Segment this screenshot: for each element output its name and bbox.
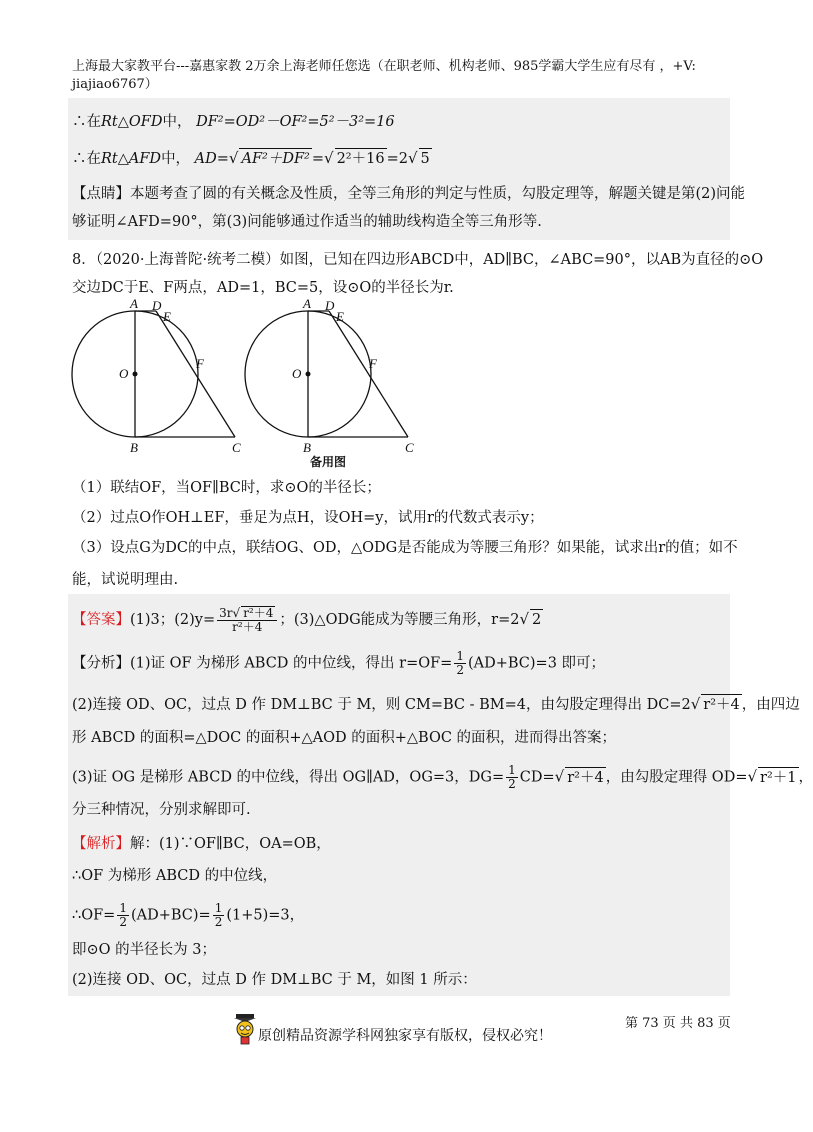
header-line-2: jiajiao6767） xyxy=(72,77,158,92)
label-c-alt: C xyxy=(405,440,414,455)
question-2: （2）过点O作OH⊥EF，垂足为点H，设OH=y，试用r的代数式表示y； xyxy=(72,510,544,526)
mascot-icon xyxy=(232,1012,258,1046)
segment-dc xyxy=(156,311,235,437)
label-e: E xyxy=(163,309,171,324)
question-3-line-2: 能，试说明理由. xyxy=(72,572,179,588)
label-d-alt: D xyxy=(325,298,335,313)
geometry-figure xyxy=(110,296,430,470)
problem-line-2: 交边DC于E、F两点，AD=1，BC=5，设⊙O的半径长为r. xyxy=(72,280,454,296)
analysis-line-5: 分三种情况，分别求解即可. xyxy=(72,802,251,818)
center-point-o-alt xyxy=(306,372,311,377)
analysis-tag: 【分析】 xyxy=(72,655,130,672)
answer-line: 【答案】(1)3；(2)y= $\frac{\text{3r√ r²＋4}}{\text{r²＋4}}$ ；(3)△ODG能成为等腰三角形，r=2√ 2 xyxy=(72,606,542,634)
half-fraction-2: $\frac{1}{2}$ xyxy=(508,763,516,791)
comment-line-2: 够证明∠AFD=90°，第(3)问能够通过作适当的辅助线构造全等三角形等. xyxy=(72,214,542,230)
answer-tag: 【答案】 xyxy=(72,612,130,628)
label-o-alt: O xyxy=(292,366,302,381)
figure-caption: 备用图 xyxy=(310,455,347,469)
half-fraction-4: $\frac{1}{2}$ xyxy=(214,901,223,929)
solution-line-4: 即⊙O 的半径长为 3； xyxy=(72,942,216,958)
problem-line-1: 8．（2020·上海普陀·统考二模）如图，已知在四边形ABCD中，AD∥BC，∠ABC=90°，以AB为直径的⊙O xyxy=(72,252,764,268)
label-d: D xyxy=(152,298,162,313)
solution-line-5: (2)连接 OD、OC，过点 D 作 DM⊥BC 于 M，如图 1 所示： xyxy=(72,972,477,988)
label-f: F xyxy=(196,356,204,371)
label-b-alt: B xyxy=(303,440,311,455)
half-fraction-3: $\frac{1}{2}$ xyxy=(119,901,127,929)
question-3-line-1: （3）设点G为DC的中点，联结OG、OD，△ODG是否能成为等腰三角形？如果能，试求出r的值；如不 xyxy=(72,540,738,556)
copyright-note: 原创精品资源学科网独家享有版权，侵权必究！ xyxy=(258,1028,552,1044)
label-a: A xyxy=(130,296,138,311)
page-number: 第 73 页 共 83 页 xyxy=(625,1016,731,1031)
analysis-line-4: (3)证 OG 是梯形 ABCD 的中位线，得出 OG∥AD，OG=3，DG= $\frac{1}{2}$ CD=√ r²＋4 ，由勾股定理得 OD=√ r²＋1 ， xyxy=(72,763,813,791)
header-line-1: 上海最大家教平台---嘉惠家教 2万余上海老师任您选（在职老师、机构老师、985学霸大学生应有尽有 ，+V: xyxy=(72,59,696,74)
solution-line-3: ∴OF= $\frac{1}{2}$ (AD+BC)= $\frac{1}{2}$ (1+5)=3， xyxy=(72,901,305,929)
question-1: （1）联结OF，当OF∥BC时，求⊙O的半径长； xyxy=(72,480,381,496)
analysis-line-3: 形 ABCD 的面积=△DOC 的面积+△AOD 的面积+△BOC 的面积，进而得出答案； xyxy=(72,730,617,746)
analysis-line-1: 【分析】(1)证 OF 为梯形 ABCD 的中位线，得出 r=OF= $\frac{1}{2}$ (AD+BC)=3 即可； xyxy=(72,649,606,677)
answer-fraction: $\frac{\text{3r√ r²＋4}}{\text{r²＋4}}$ xyxy=(217,606,277,634)
comment-line-1: 【点睛】本题考查了圆的有关概念及性质，全等三角形的判定与性质，勾股定理等，解题关键是第(2)问能 xyxy=(72,186,746,202)
segment-dc-alt xyxy=(329,311,408,437)
analysis-line-2: (2)连接 OD、OC，过点 D 作 DM⊥BC 于 M，则 CM=BC - BM=4，由勾股定理得出 DC=2√ r²＋4 ，由四边 xyxy=(72,695,800,713)
figure-main xyxy=(72,311,235,437)
solution-tag: 【解析】 xyxy=(72,836,130,852)
label-b: B xyxy=(130,440,138,455)
half-fraction: $\frac{1}{2}$ xyxy=(456,649,464,677)
prev-line-1: ∴在Rt△OFD中， DF²=OD²－OF²=5²－3²=16 xyxy=(72,114,395,130)
label-c: C xyxy=(232,440,241,455)
label-a-alt: A xyxy=(303,296,311,311)
prev-line-2: ∴在Rt△AFD中， AD=√ AF²＋DF² =√ 2²＋16 =2√ 5 xyxy=(72,149,430,167)
label-e-alt: E xyxy=(336,309,344,324)
solution-line-1: 【解析】解：(1)∵OF∥BC，OA=OB， xyxy=(72,836,331,852)
comment-tag: 【点睛】 xyxy=(72,186,130,202)
solution-line-2: ∴OF 为梯形 ABCD 的中位线， xyxy=(72,868,278,884)
label-f-alt: F xyxy=(369,356,377,371)
label-o: O xyxy=(119,366,129,381)
center-point-o xyxy=(133,372,138,377)
figure-alt xyxy=(245,311,408,437)
